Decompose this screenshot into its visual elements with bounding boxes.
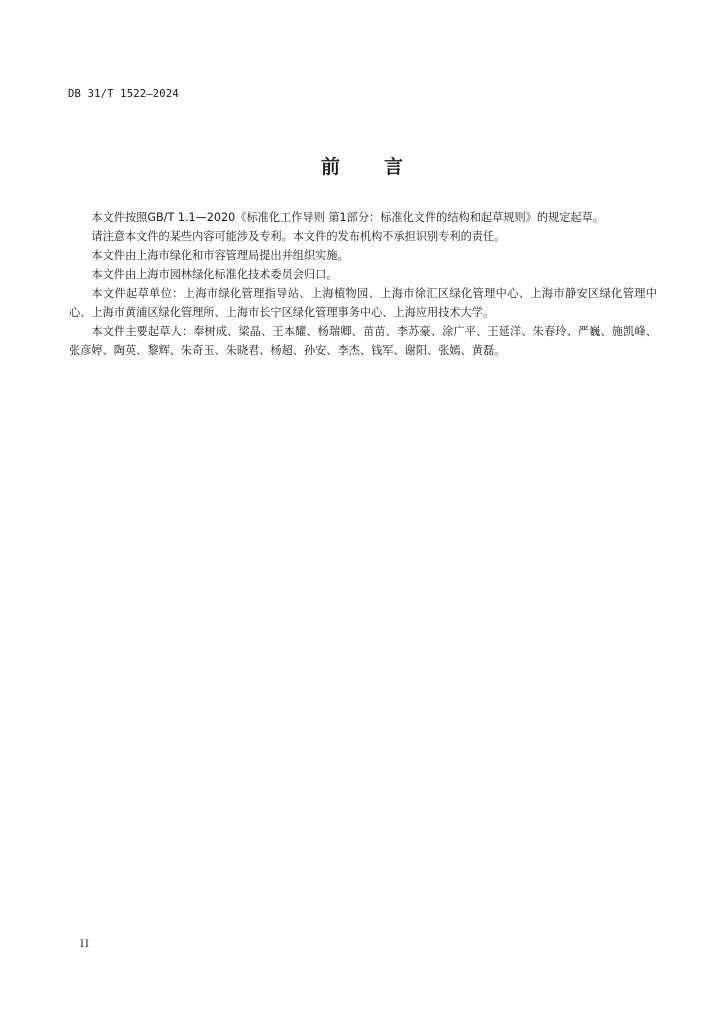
- paragraph-proposer: 本文件由上海市绿化和市容管理局提出并组织实施。: [91, 249, 349, 262]
- paragraph-drafting-rules: 本文件按照GB/T 1.1—2020《标准化工作导则 第1部分：标准化文件的结构和起草规则》的规定起草。: [91, 211, 604, 224]
- page-number: II: [80, 939, 90, 950]
- paragraph-drafting-units: 本文件起草单位：上海市绿化管理指导站、上海植物园、上海市徐汇区绿化管理中心、上海市静安区绿化管理中心、上海市黄浦区绿化管理所、上海市长宁区绿化管理事务中心、上海应用技术大学。: [69, 287, 657, 319]
- standard-code: DB 31/T 1522—2024: [68, 88, 179, 100]
- title-char-2: 言: [384, 156, 404, 178]
- foreword-body: [69, 208, 657, 360]
- page-title: [0, 152, 724, 179]
- paragraph-patent-notice: 请注意本文件的某些内容可能涉及专利。本文件的发布机构不承担识别专利的责任。: [91, 230, 506, 243]
- paragraph-drafters: 本文件主要起草人：奉树成、梁晶、王本耀、杨瑞卿、苗苗、李苏豪、涂广平、王延洋、朱春玲、严巍、施凯峰、张彦婷、陶英、黎辉、朱奇玉、朱晓君、杨超、孙安、李杰、钱军、谢阳、张嫣、黄磊。: [69, 325, 657, 357]
- title-char-1: 前: [320, 156, 340, 178]
- paragraph-committee: 本文件由上海市园林绿化标准化技术委员会归口。: [91, 268, 338, 281]
